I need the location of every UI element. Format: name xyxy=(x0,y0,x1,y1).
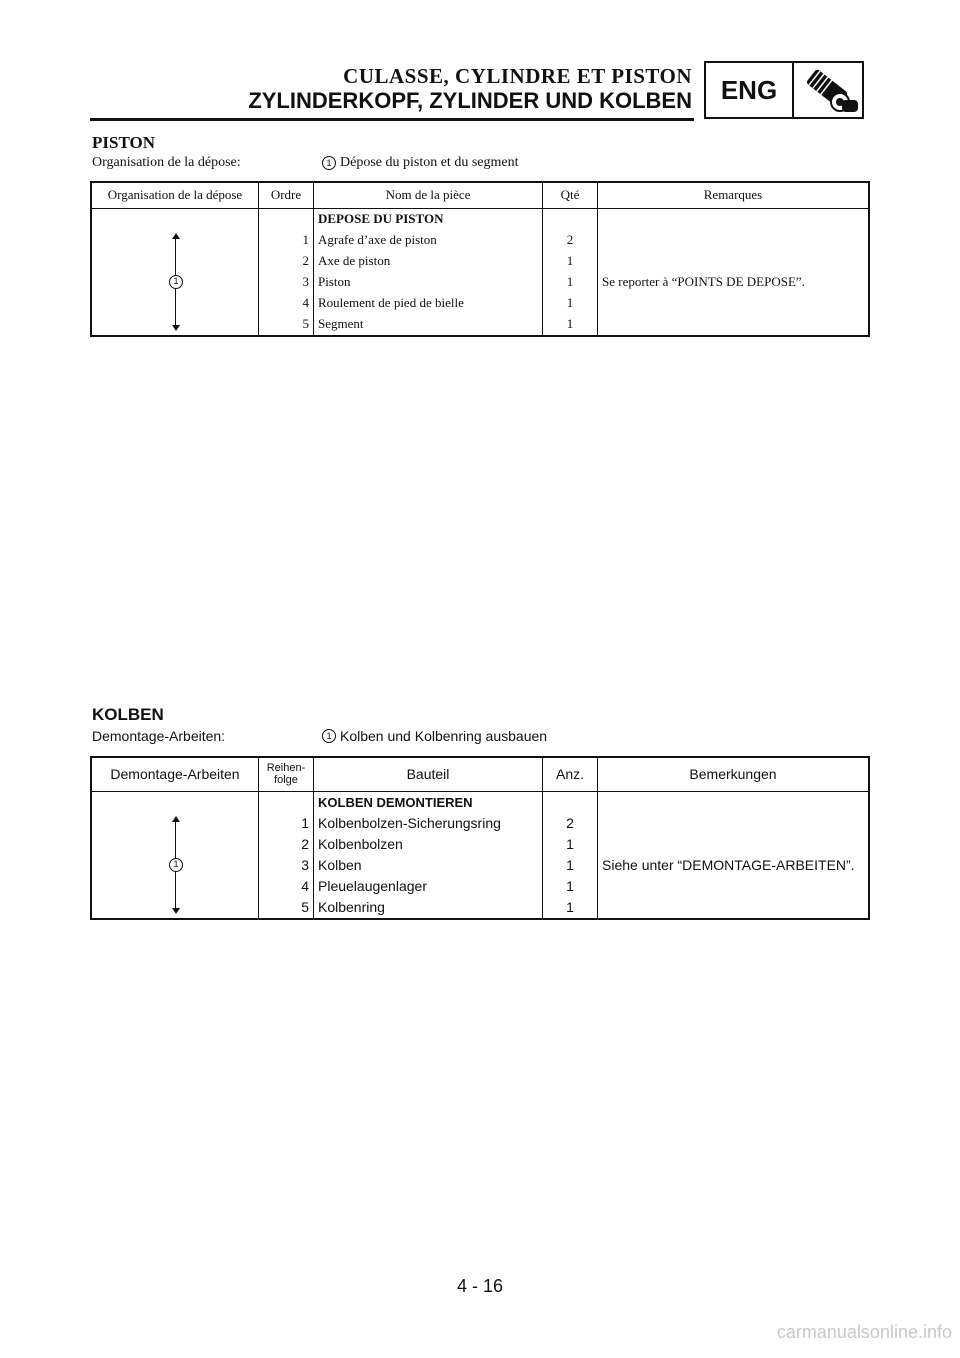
org-operation-text-de: Kolben und Kolbenring ausbauen xyxy=(340,728,548,744)
part-name: Kolbenbolzen-Sicherungsring xyxy=(314,813,543,834)
part-name: Piston xyxy=(314,272,543,293)
col-qty: Anz. xyxy=(543,757,598,791)
wrench-engine-icon xyxy=(794,63,862,117)
part-name: Kolbenring xyxy=(314,897,543,919)
arrow-up-icon xyxy=(172,816,180,822)
arrow-up-icon xyxy=(172,233,180,239)
part-name: Roulement de pied de bielle xyxy=(314,293,543,314)
table-row-group xyxy=(91,791,869,813)
header-title-de: ZYLINDERKOPF, ZYLINDER UND KOLBEN xyxy=(248,88,692,113)
table-header-row xyxy=(91,757,869,791)
col-remarks: Remarques xyxy=(598,182,870,208)
col-part-name: Nom de la pièce xyxy=(314,182,543,208)
org-operation-fr xyxy=(322,155,518,171)
arrow-down-icon xyxy=(172,908,180,914)
range-arrow xyxy=(166,233,186,331)
arrow-down-icon xyxy=(172,325,180,331)
remark-cell: Se reporter à “POINTS DE DEPOSE”. xyxy=(598,208,870,336)
table-row: 3 Piston 1 xyxy=(91,272,869,293)
table-row-group xyxy=(91,208,869,230)
circled-marker-1: 1 xyxy=(169,858,183,872)
piston-removal-table xyxy=(90,181,870,337)
table-row: 1 Agrafe d’axe de piston 2 xyxy=(91,230,869,251)
part-name: Segment xyxy=(314,314,543,336)
group-title: DEPOSE DU PISTON xyxy=(314,208,543,230)
remark-cell: Siehe unter “DEMONTAGE-ARBEITEN”. xyxy=(598,791,870,919)
table-header-row xyxy=(91,182,869,208)
section-title-kolben: KOLBEN xyxy=(92,705,164,724)
circled-marker-1: 1 xyxy=(169,275,183,289)
demontage-cell xyxy=(91,791,259,919)
page-number: 4 - 16 xyxy=(456,1276,504,1296)
col-remarks: Bemerkungen xyxy=(598,757,870,791)
watermark: carmanualsonline.info xyxy=(776,1322,952,1342)
col-qty: Qté xyxy=(543,182,598,208)
circled-number-1: 1 xyxy=(322,156,336,170)
org-operation-text-fr: Dépose du piston et du segment xyxy=(340,155,519,170)
circled-number-1: 1 xyxy=(322,729,336,743)
section-title-piston: PISTON xyxy=(92,133,155,152)
group-title: KOLBEN DEMONTIEREN xyxy=(314,791,543,813)
organisation-cell xyxy=(91,208,259,336)
table-row: 3 Kolben 1 xyxy=(91,855,869,876)
org-label-fr: Organisation de la dépose: xyxy=(92,155,241,170)
part-name: Kolbenbolzen xyxy=(314,834,543,855)
org-operation-de xyxy=(322,728,547,744)
col-order: Reihen- folge xyxy=(259,757,314,791)
col-demontage: Demontage-Arbeiten xyxy=(91,757,259,791)
col-order: Ordre xyxy=(259,182,314,208)
org-label-de: Demontage-Arbeiten: xyxy=(92,728,226,744)
table-row: 2 Axe de piston 1 xyxy=(91,251,869,272)
table-row: 5 Kolbenring 1 xyxy=(91,897,869,919)
table-row: 1 Kolbenbolzen-Sicherungsring 2 xyxy=(91,813,869,834)
table-row: 2 Kolbenbolzen 1 xyxy=(91,834,869,855)
part-name: Agrafe d’axe de piston xyxy=(314,230,543,251)
eng-badge-label: ENG xyxy=(706,63,794,117)
col-organisation: Organisation de la dépose xyxy=(91,182,259,208)
header-title-fr: CULASSE, CYLINDRE ET PISTON xyxy=(343,64,692,88)
kolben-removal-table xyxy=(90,756,870,920)
header-rule xyxy=(90,118,694,121)
part-name: Axe de piston xyxy=(314,251,543,272)
part-name: Pleuelaugenlager xyxy=(314,876,543,897)
part-name: Kolben xyxy=(314,855,543,876)
range-arrow xyxy=(166,816,186,914)
table-row: 5 Segment 1 xyxy=(91,314,869,336)
eng-badge xyxy=(704,61,864,119)
col-part-name: Bauteil xyxy=(314,757,543,791)
table-row: 4 Roulement de pied de bielle 1 xyxy=(91,293,869,314)
table-row: 4 Pleuelaugenlager 1 xyxy=(91,876,869,897)
